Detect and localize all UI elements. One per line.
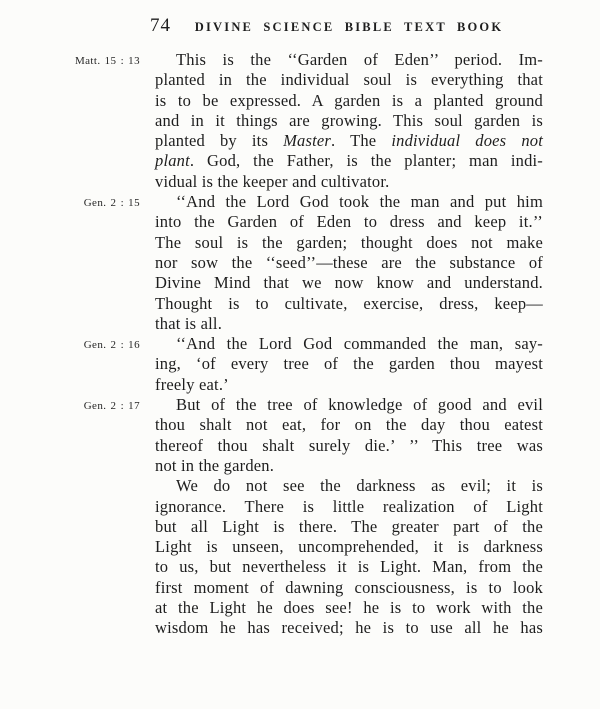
text-segment: ing, ‘of every tree of the garden thou mayest xyxy=(155,354,543,374)
text-line xyxy=(155,253,543,273)
running-header xyxy=(0,0,600,40)
text-line xyxy=(155,111,543,131)
text-line xyxy=(155,517,543,537)
text-line xyxy=(155,456,543,476)
text-segment: at the Light he does see! he is to work with the xyxy=(155,598,543,618)
paragraph-text xyxy=(155,395,543,476)
text-line xyxy=(155,415,543,435)
margin-reference: Matt. 15 : 13 xyxy=(74,55,140,67)
paragraph-row xyxy=(0,334,600,395)
italic-text-segment: individual does not xyxy=(391,131,543,151)
text-line xyxy=(155,598,543,618)
running-title: DIVINE SCIENCE BIBLE TEXT BOOK xyxy=(194,20,504,34)
margin-reference: Gen. 2 : 15 xyxy=(83,197,140,210)
text-line xyxy=(155,212,543,232)
text-segment: freely eat.’ xyxy=(155,374,229,394)
text-segment: thereof thou shalt surely die.’ ’’ This tree was xyxy=(155,435,543,455)
text-line xyxy=(155,314,543,334)
text-line xyxy=(155,537,543,557)
text-line xyxy=(155,172,543,192)
margin-reference xyxy=(0,476,140,477)
text-line xyxy=(155,375,543,395)
text-segment: first moment of dawning consciousness, is to look xyxy=(155,577,543,597)
text-segment: Thought is to cultivate, exercise, dress, keep— xyxy=(155,293,543,313)
text-segment: ‘‘And the Lord God commanded the man, say- xyxy=(176,334,543,354)
text-segment: vidual is the keeper and cultivator. xyxy=(155,171,390,191)
text-line xyxy=(155,436,543,456)
margin-reference: Gen. 2 : 17 xyxy=(83,400,140,413)
paragraph-row xyxy=(0,50,600,192)
text-segment: planted in the individual soul is everything that xyxy=(155,70,543,90)
text-segment: We do not see the darkness as evil; it is xyxy=(176,476,543,496)
text-segment: thou shalt not eat, for on the day thou eatest xyxy=(155,415,543,435)
margin-reference: Gen. 2 : 16 xyxy=(83,339,140,352)
paragraph-text xyxy=(155,334,543,395)
text-segment: planted by its xyxy=(155,131,284,151)
paragraph-row xyxy=(0,192,600,334)
text-line xyxy=(155,151,543,171)
paragraph-row xyxy=(0,476,600,638)
page-body xyxy=(0,50,600,639)
text-line xyxy=(155,294,543,314)
italic-text-segment: Master xyxy=(283,131,332,151)
text-segment: and in it things are growing. This soul garden is xyxy=(155,110,543,130)
text-segment: nor sow the ‘‘seed’’—these are the substance of xyxy=(155,252,543,272)
text-segment: The soul is the garden; thought does not make xyxy=(155,232,543,252)
text-line xyxy=(155,273,543,293)
text-line xyxy=(155,233,543,253)
text-segment: This is the ‘‘Garden of Eden’’ period. Im- xyxy=(176,50,543,69)
text-segment: into the Garden of Eden to dress and keep it.’’ xyxy=(155,212,543,232)
text-line xyxy=(155,70,543,90)
paragraph-text xyxy=(155,50,543,192)
text-segment: . The xyxy=(331,131,392,151)
page-number: 74 xyxy=(150,15,171,36)
text-segment: Light is unseen, uncomprehended, it is darkness xyxy=(155,537,543,557)
paragraph-text xyxy=(155,192,543,334)
text-segment: is to be expressed. A garden is a planted ground xyxy=(155,90,543,110)
text-line xyxy=(155,497,543,517)
paragraph-text xyxy=(155,476,543,638)
text-line xyxy=(155,476,543,496)
text-segment: But of the tree of knowledge of good and evil xyxy=(176,395,543,415)
text-line xyxy=(155,557,543,577)
text-segment: that is all. xyxy=(155,313,223,333)
text-segment: to us, but nevertheless it is Light. Man, from the xyxy=(155,557,543,577)
text-segment: Divine Mind that we now know and understand. xyxy=(155,273,543,293)
text-line xyxy=(155,91,543,111)
text-segment: wisdom he has received; he is to use all he has xyxy=(155,618,543,638)
text-line xyxy=(155,618,543,638)
text-segment: . God, the Father, is the planter; man indi- xyxy=(189,151,543,171)
text-segment: ‘‘And the Lord God took the man and put him xyxy=(176,192,543,212)
text-segment: but all Light is there. The greater part of the xyxy=(155,516,543,536)
paragraph-row xyxy=(0,395,600,476)
text-line xyxy=(155,334,543,354)
text-segment: not in the garden. xyxy=(155,455,275,475)
text-line xyxy=(155,578,543,598)
text-line xyxy=(155,131,543,151)
text-segment: ignorance. There is little realization of Light xyxy=(155,496,543,516)
text-line xyxy=(155,50,543,70)
italic-text-segment: plant xyxy=(155,151,190,171)
text-line xyxy=(155,395,543,415)
text-line xyxy=(155,354,543,374)
text-line xyxy=(155,192,543,212)
